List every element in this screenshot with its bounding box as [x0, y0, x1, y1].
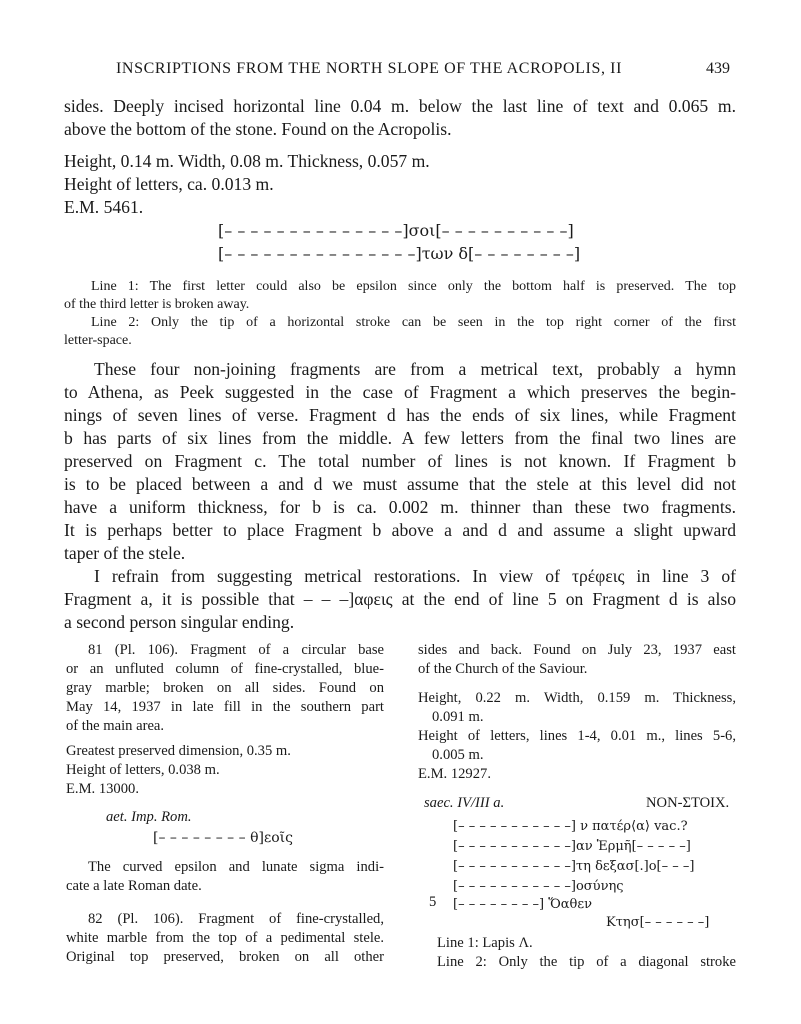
measurement-line: 0.091 m. [432, 709, 484, 725]
measurement-line: Height of letters, lines 1-4, 0.01 m., lines 5-6, [418, 728, 736, 744]
inscription-line-2: [– – – – – – – – – – – – – – –]των δ[– – – – – – – –] [218, 244, 581, 263]
note-line: Line 2: Only the tip of a diagonal stroke [437, 954, 736, 970]
entry-81-line: gray marble; broken on all sides. Found on [66, 680, 384, 696]
entry-81-museum-number: E.M. 13000. [66, 781, 139, 797]
inscription-81: [– – – – – – – – θ]εοῖς [153, 830, 293, 846]
continuation-line: of the Church of the Saviour. [418, 661, 588, 677]
remark-line: cate a late Roman date. [66, 878, 202, 894]
inscription-line-1: [– – – – – – – – – – – – – –]σοι[– – – – – – – – – –] [218, 221, 574, 240]
entry-81-line: 81 (Pl. 106). Fragment of a circular base [88, 642, 384, 658]
museum-number: E.M. 12927. [418, 766, 491, 782]
entry-82-line: 82 (Pl. 106). Fragment of fine-crystalled, [88, 911, 384, 927]
inscription-82-line: [– – – – – – – –] Ὅαθεν [453, 897, 592, 912]
note-line: Line 1: Lapis Λ. [437, 935, 533, 951]
intro-line-1: sides. Deeply incised horizontal line 0.04 m. below the last line of text and 0.065 m. [64, 96, 736, 116]
measurement-line: Height of letters, ca. 0.013 m. [64, 174, 274, 194]
inscription-82-line: Κτησ[– – – – – –] [606, 915, 710, 930]
inscription-82-line: [– – – – – – – – – – –]οσύνης [453, 879, 624, 894]
note-line: Line 1: The first letter could also be epsilon since only the bottom half is preserved. The top [91, 279, 736, 294]
intro-line-2: above the bottom of the stone. Found on the Acropolis. [64, 119, 452, 139]
commentary-line: nings of seven lines of verse. Fragment d has the ends of six lines, while Fragment [64, 405, 736, 425]
measurement-line: Height, 0.22 m. Width, 0.159 m. Thickness, [418, 690, 736, 706]
entry-82-line: Original top preserved, broken on all other [66, 949, 384, 965]
line-number: 5 [429, 894, 437, 910]
remark-line: The curved epsilon and lunate sigma indi- [88, 859, 384, 875]
commentary-line: have a uniform thickness, for b is ca. 0.002 m. thinner than these two fragments. [64, 497, 736, 517]
entry-81-line: May 14, 1937 in late fill in the southern part [66, 699, 384, 715]
continuation-line: sides and back. Found on July 23, 1937 east [418, 642, 736, 658]
commentary-line: Fragment a, it is possible that – – –]αφεις at the end of line 5 on Fragment d is also [64, 589, 736, 609]
museum-number: E.M. 5461. [64, 197, 144, 217]
commentary-line: preserved on Fragment c. The total number of lines is not known. If Fragment b [64, 451, 736, 471]
entry-81-line: of the main area. [66, 718, 165, 734]
commentary-line: a second person singular ending. [64, 612, 295, 632]
inscription-82-line: [– – – – – – – – – – –]αν Ἑρμῆ[– – – – –] [453, 839, 691, 854]
commentary-line: taper of the stele. [64, 543, 186, 563]
entry-82-line: white marble from the top of a pedimental stele. [66, 930, 384, 946]
date-label: aet. Imp. Rom. [106, 809, 192, 825]
commentary-line: It is perhaps better to place Fragment b above a and d and assume a slight upward [64, 520, 736, 540]
commentary-line: is to be placed between a and d we must assume that the stele at this level did not [64, 474, 736, 494]
date-label: saec. IV/III a. [424, 795, 505, 811]
inscription-82-line: [– – – – – – – – – – –]τη δεξασ[.]ο[– – –] [453, 859, 695, 874]
note-line: Line 2: Only the tip of a horizontal stroke can be seen in the top right corner of the first [91, 315, 736, 330]
commentary-line: to Athena, as Peek suggested in the case of Fragment a which preserves the begin- [64, 382, 736, 402]
running-title: INSCRIPTIONS FROM THE NORTH SLOPE OF THE ACROPOLIS, II [116, 60, 623, 77]
commentary-line: I refrain from suggesting metrical restorations. In view of τρέφεις in line 3 of [94, 566, 736, 586]
entry-81-measurement: Greatest preserved dimension, 0.35 m. [66, 743, 291, 759]
stoich-label: NON-ΣΤΟΙΧ. [646, 795, 730, 811]
entry-81-line: or an unfluted column of fine-crystalled, blue- [66, 661, 384, 677]
inscription-82-line: [– – – – – – – – – – –] ν πατέρ⟨α⟩ vac.? [453, 819, 688, 834]
page-number: 439 [706, 60, 730, 77]
measurement-line: Height, 0.14 m. Width, 0.08 m. Thickness, 0.057 m. [64, 151, 430, 171]
note-line: of the third letter is broken away. [64, 297, 250, 312]
entry-81-measurement: Height of letters, 0.038 m. [66, 762, 220, 778]
measurement-line: 0.005 m. [432, 747, 484, 763]
commentary-line: These four non-joining fragments are from a metrical text, probably a hymn [94, 359, 736, 379]
commentary-line: b has parts of six lines from the middle. A few letters from the final two lines are [64, 428, 736, 448]
note-line: letter-space. [64, 333, 132, 348]
